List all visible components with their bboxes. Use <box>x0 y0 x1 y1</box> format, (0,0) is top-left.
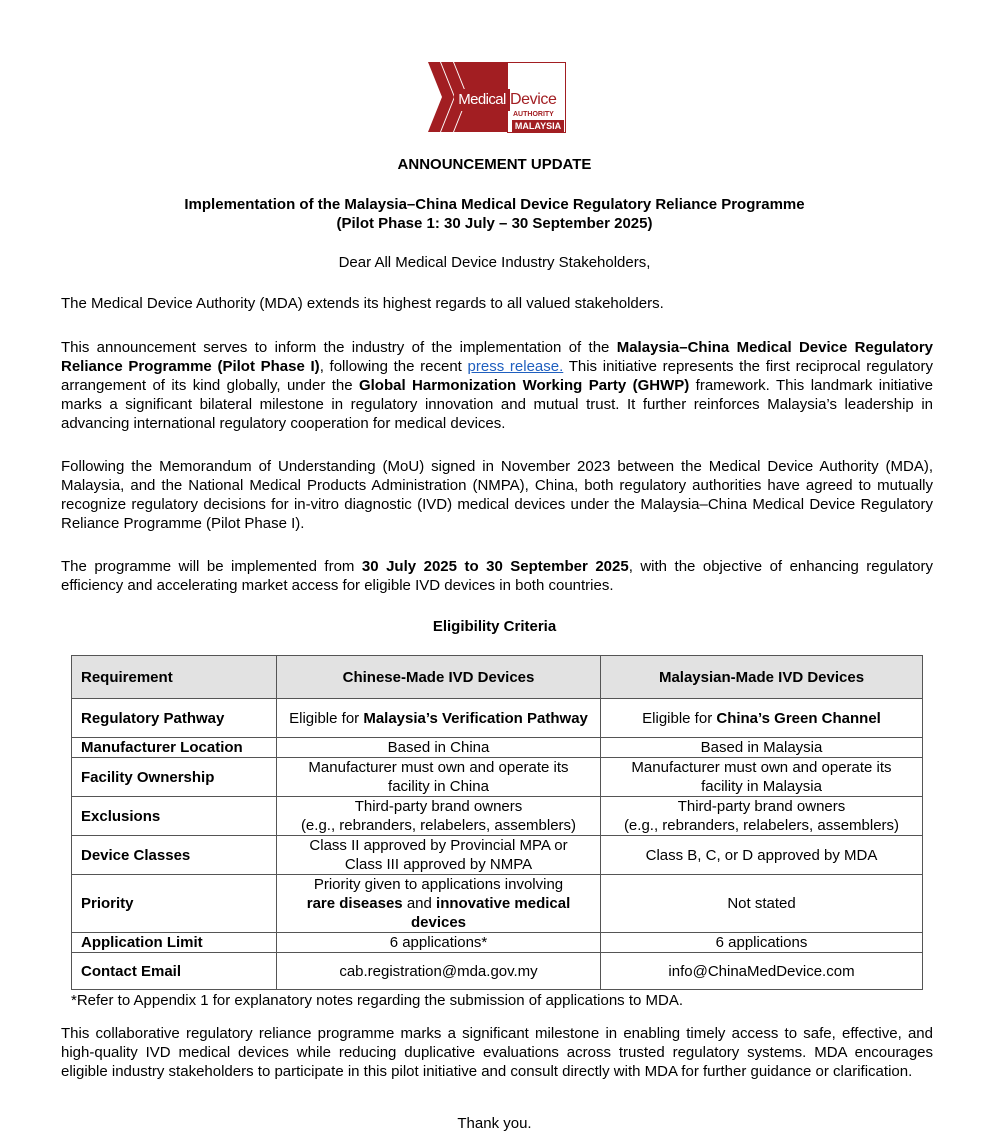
title-line-2: (Pilot Phase 1: 30 July – 30 September 2025) <box>336 215 653 232</box>
cell-line: Third-party brand owners <box>354 798 523 815</box>
header-requirement: Requirement <box>72 656 277 699</box>
announcement-heading: ANNOUNCEMENT UPDATE <box>397 156 592 173</box>
cell-line: facility in China <box>388 778 489 795</box>
cell-line: (e.g., rebranders, relabelers, assemblers) <box>300 817 577 834</box>
cell-malaysian: Based in Malaysia <box>601 738 923 758</box>
cell-chinese <box>277 797 601 836</box>
cell-chinese <box>277 875 601 933</box>
row-label: Facility Ownership <box>72 758 277 797</box>
cell-line: Class III approved by NMPA <box>344 856 533 873</box>
cell-line: (e.g., rebranders, relabelers, assemblers) <box>623 817 900 834</box>
row-label: Device Classes <box>72 836 277 875</box>
cell-malaysian <box>601 758 923 797</box>
cell-chinese <box>277 699 601 738</box>
table-row <box>72 953 923 990</box>
cell-line: Priority given to applications involving <box>313 876 564 893</box>
table-row <box>72 699 923 738</box>
cell-chinese: 6 applications* <box>277 933 601 953</box>
row-label: Priority <box>72 875 277 933</box>
document-title <box>0 195 989 233</box>
table-header-row <box>72 656 923 699</box>
table-row <box>72 875 923 933</box>
paragraph-mou: Following the Memorandum of Understanding (MoU) signed in November 2023 between the Medical Device Authority (MDA), Malaysia, and the National Medical Products Administration (NMPA), China, both regulatory authorities have agreed to mutually recognize regulatory decisions for in-vitro diagnostic (IVD) medical devices under the Malaysia–China Medical Device Regulatory Reliance Programme (Pilot Phase I). <box>61 458 933 532</box>
cell-malaysian: Class B, C, or D approved by MDA <box>601 836 923 875</box>
p2-programme-name: Malaysia–China Medical Device Regulatory Reliance Programme (Pilot Phase I) <box>61 339 933 375</box>
table-row <box>72 797 923 836</box>
cell-line <box>283 894 594 932</box>
cell-text-bold: innovative medical devices <box>410 895 571 931</box>
cell-line: facility in Malaysia <box>701 778 822 795</box>
cell-text: Eligible for <box>642 709 717 727</box>
paragraph-regards: The Medical Device Authority (MDA) extends its highest regards to all valued stakeholders. <box>61 295 664 312</box>
row-label: Exclusions <box>72 797 277 836</box>
cell-line: Third-party brand owners <box>677 798 846 815</box>
p2-text-a: This announcement serves to inform the industry of the implementation of the <box>61 339 617 356</box>
table-row <box>72 933 923 953</box>
cell-text: Eligible for <box>289 709 364 727</box>
cell-chinese <box>277 758 601 797</box>
row-label: Regulatory Pathway <box>72 699 277 738</box>
cell-text: and <box>402 895 437 912</box>
cell-malaysian <box>601 797 923 836</box>
cell-chinese: Based in China <box>277 738 601 758</box>
row-label: Contact Email <box>72 953 277 990</box>
p2-ghwp: Global Harmonization Working Party (GHWP) <box>358 377 690 394</box>
eligibility-table <box>71 655 923 990</box>
p4-text-c: , with the objective of enhancing regulatory efficiency and accelerating market access for eligible IVD devices in both countries. <box>61 558 933 594</box>
salutation: Dear All Medical Device Industry Stakeholders, <box>338 254 651 271</box>
press-release-link[interactable]: press release. <box>467 358 564 375</box>
table-row <box>72 738 923 758</box>
cell-chinese <box>277 836 601 875</box>
table-row <box>72 758 923 797</box>
p4-text-a: The programme will be implemented from <box>61 558 362 575</box>
cell-malaysian: Not stated <box>601 875 923 933</box>
p2-text-f: framework. This landmark initiative marks a significant bilateral milestone in regulatory innovation and mutual trust. It further reinforces Malaysia’s leadership in advancing international regulatory cooperation for medical devices. <box>61 377 933 432</box>
p2-text-d: This initiative represents the first reciprocal regulatory arrangement of its kind globally, under the <box>61 358 933 394</box>
logo-text-medical: Medical <box>454 89 510 111</box>
contact-email-mda: cab.registration@mda.gov.my <box>277 953 601 990</box>
table-footnote: *Refer to Appendix 1 for explanatory notes regarding the submission of applications to MDA. <box>71 992 684 1009</box>
p4-dates: 30 July 2025 to 30 September 2025 <box>361 558 629 575</box>
logo-text-device: Device <box>510 91 557 108</box>
cell-line: Manufacturer must own and operate its <box>308 759 569 776</box>
cell-text-bold: rare diseases <box>306 895 403 912</box>
cell-malaysian <box>601 699 923 738</box>
header-chinese-made: Chinese-Made IVD Devices <box>277 656 601 699</box>
cell-line: Manufacturer must own and operate its <box>631 759 892 776</box>
p2-text-c: , following the recent <box>319 358 468 375</box>
paragraph-announcement <box>61 338 933 433</box>
cell-text-bold: China’s Green Channel <box>716 709 881 727</box>
logo-text-authority: AUTHORITY <box>513 111 554 118</box>
row-label: Application Limit <box>72 933 277 953</box>
contact-email-china: info@ChinaMedDevice.com <box>601 953 923 990</box>
cell-malaysian: 6 applications <box>601 933 923 953</box>
cell-text-bold: Malaysia’s Verification Pathway <box>363 709 588 727</box>
title-line-1: Implementation of the Malaysia–China Medical Device Regulatory Reliance Programme <box>184 196 805 213</box>
eligibility-criteria-heading: Eligibility Criteria <box>432 618 557 635</box>
mda-logo <box>428 62 566 133</box>
header-malaysian-made: Malaysian-Made IVD Devices <box>601 656 923 699</box>
paragraph-closing: This collaborative regulatory reliance programme marks a significant milestone in enabling timely access to safe, effective, and high-quality IVD medical devices while reducing duplicative evaluations across trusted regulatory systems. MDA encourages eligible industry stakeholders to participate in this pilot initiative and consult directly with MDA for further guidance or clarification. <box>61 1025 933 1080</box>
cell-line: Class II approved by Provincial MPA or <box>309 837 568 854</box>
paragraph-programme-dates <box>61 557 933 595</box>
closing-thanks: Thank you. <box>457 1115 532 1132</box>
logo-text-malaysia: MALAYSIA <box>512 120 564 132</box>
row-label: Manufacturer Location <box>72 738 277 758</box>
table-row <box>72 836 923 875</box>
